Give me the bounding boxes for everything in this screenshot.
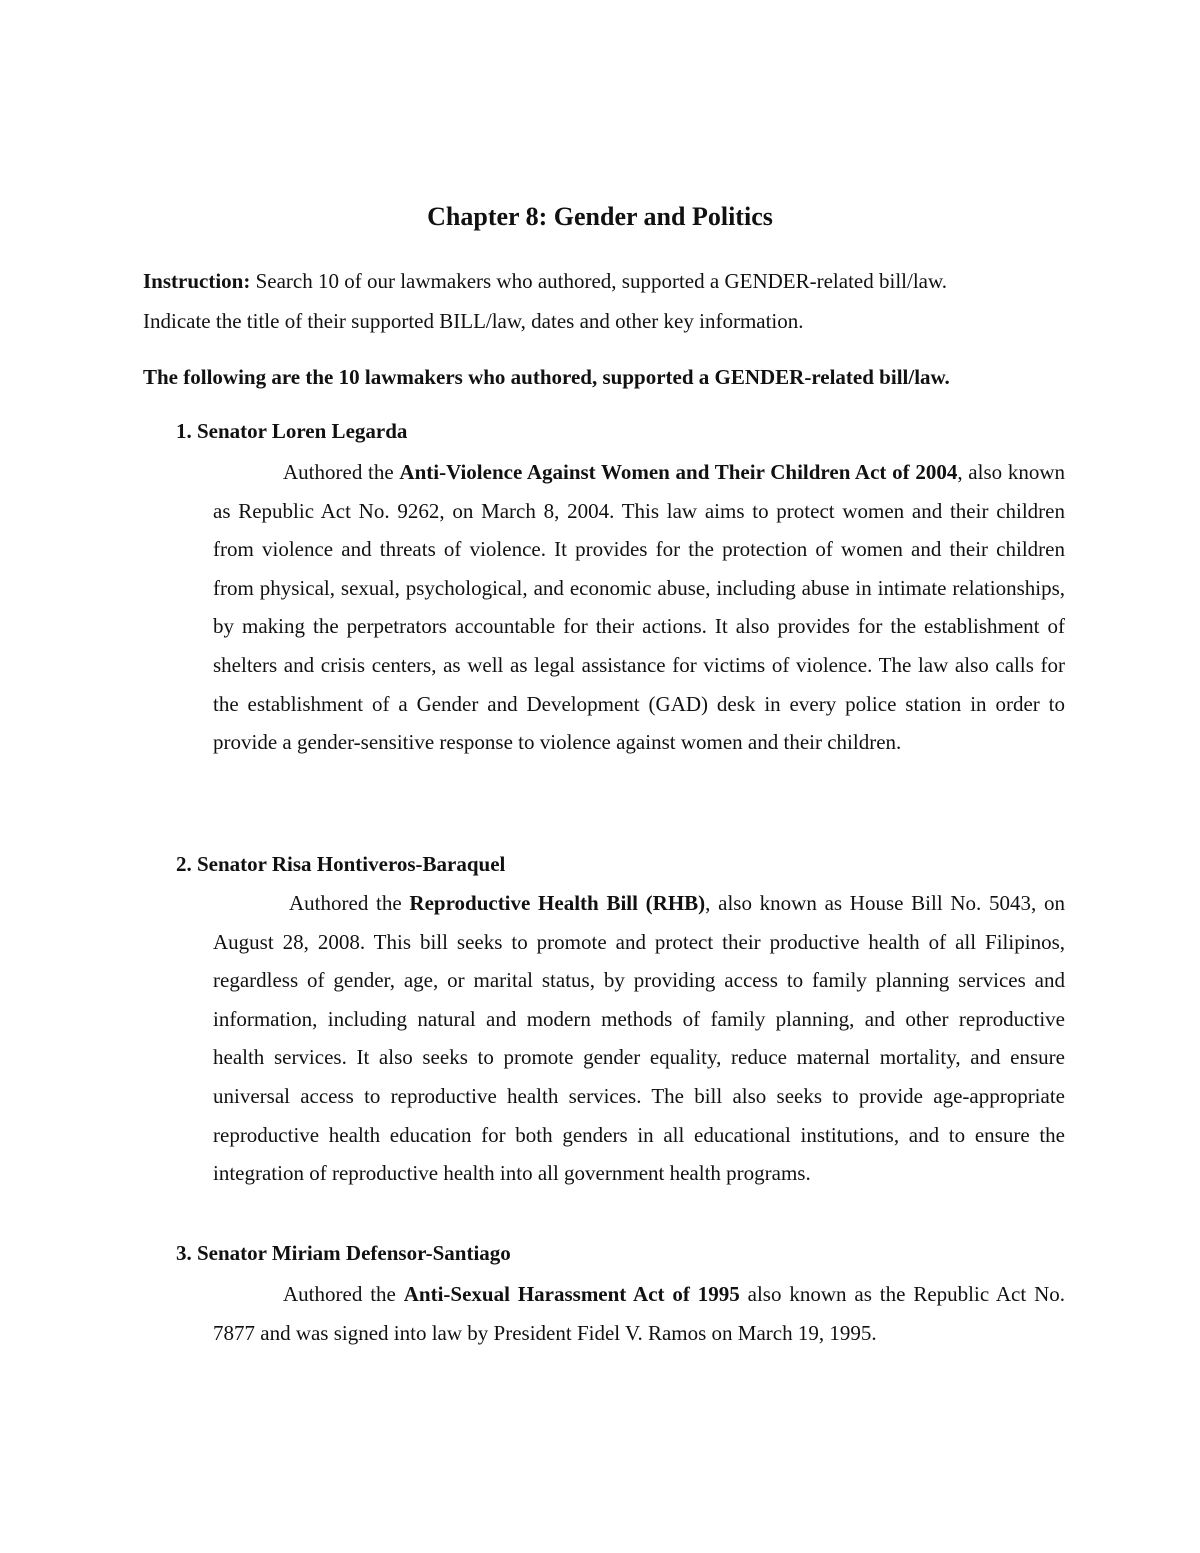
lawmaker-paragraph-1 — [213, 453, 1065, 762]
instruction-line-2: Indicate the title of their supported BILL/law, dates and other key information. — [143, 309, 804, 333]
instruction-text: Search 10 of our lawmakers who authored, supported a GENDER-related bill/law. — [250, 269, 948, 293]
paragraph-body: , also known as Republic Act No. 9262, on March 8, 2004. This law aims to protect women and their children from violence and threats of violence. It provides for the protection of women and their children from physical, sexual, psychological, and economic abuse, including abuse in intimate relationships, by making the perpetrators accountable for their actions. It also provides for the establishment of shelters and crisis centers, as well as legal assistance for victims of violence. The law also calls for the establishment of a Gender and Development (GAD) desk in every police station in order to provide a gender-sensitive response to violence against women and their children. — [213, 460, 1065, 755]
lawmaker-heading-3: 3. Senator Miriam Defensor-Santiago — [176, 1241, 511, 1265]
paragraph-prefix: Authored the — [283, 460, 400, 484]
page-title: Chapter 8: Gender and Politics — [427, 202, 773, 231]
lawmaker-heading-1: 1. Senator Loren Legarda — [176, 419, 408, 443]
instruction-label: Instruction: — [143, 269, 251, 293]
bill-title: Anti-Sexual Harassment Act of 1995 — [403, 1282, 740, 1306]
lead-sentence: The following are the 10 lawmakers who authored, supported a GENDER-related bill/law. — [143, 365, 950, 389]
paragraph-prefix: Authored the — [283, 1282, 404, 1306]
lawmaker-paragraph-2 — [213, 884, 1065, 1193]
lawmaker-paragraph-3 — [213, 1275, 1065, 1352]
bill-title: Reproductive Health Bill (RHB) — [409, 891, 706, 915]
bill-title: Anti-Violence Against Women and Their Children Act of 2004 — [399, 460, 958, 484]
paragraph-body: also known as the Republic Act No. 7877 and was signed into law by President Fidel V. Ramos on March 19, 1995. — [213, 1282, 1065, 1345]
lawmaker-heading-2: 2. Senator Risa Hontiveros-Baraquel — [176, 852, 506, 876]
instruction-line-1 — [143, 262, 1063, 300]
paragraph-prefix: Authored the — [289, 891, 410, 915]
paragraph-body: , also known as House Bill No. 5043, on August 28, 2008. This bill seeks to promote and protect their productive health of all Filipinos, regardless of gender, age, or marital status, by providing access to family planning services and information, including natural and modern methods of family planning, and other reproductive health services. It also seeks to promote gender equality, reduce maternal mortality, and ensure universal access to reproductive health services. The bill also seeks to provide age-appropriate reproductive health education for both genders in all educational institutions, and to ensure the integration of reproductive health into all government health programs. — [213, 891, 1065, 1186]
